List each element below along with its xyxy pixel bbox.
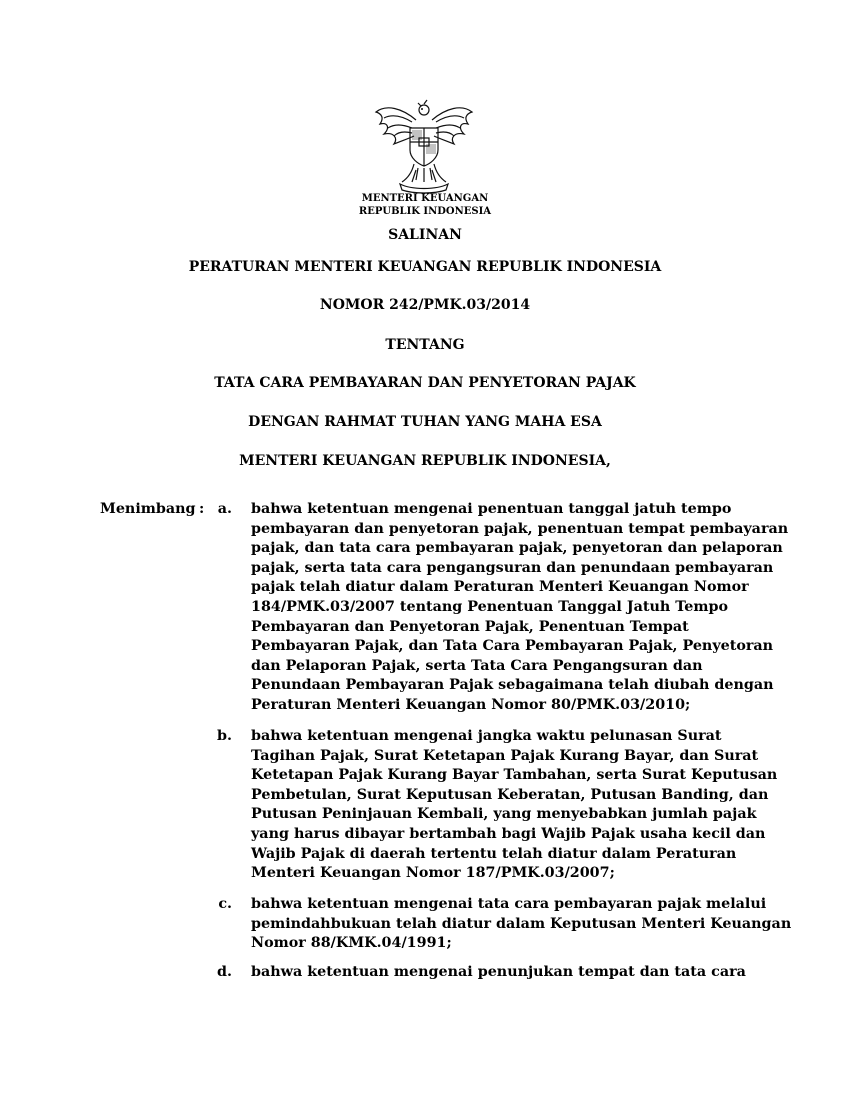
considering-item-a: bahwa ketentuan mengenai penentuan tanggal jatuh tempo pembayaran dan penyetoran pajak, penentuan tempat pembayaran pajak, dan tata cara pembayaran pajak, penyetoran dan pelaporan pajak, serta tata cara pengangsuran dan penundaan pembayaran pajak telah diatur dalam Peraturan Menteri Keuangan Nomor 184/PMK.03/2007 tentang Penentuan Tanggal Jatuh Tempo Pembayaran dan Penyetoran Pajak, Penentuan Tempat Pembayaran Pajak, dan Tata Cara Pembayaran Pajak, Penyetoran dan Pelaporan Pajak, serta Tata Cara Pengangsuran dan Penundaan Pembayaran Pajak sebagaimana telah diubah dengan Peraturan Menteri Keuangan Nomor 80/PMK.03/2010; <box>251 501 789 713</box>
regulation-title: PERATURAN MENTERI KEUANGAN REPUBLIK INDONESIA <box>188 259 662 275</box>
considering-item-d: bahwa ketentuan mengenai penunjukan tempat dan tata cara <box>251 964 746 980</box>
considering-colon: : <box>199 501 205 517</box>
considering-item-c: bahwa ketentuan mengenai tata cara pembayaran pajak melalui pemindahbukuan telah diatur dalam Keputusan Menteri Keuangan Nomor 88/KMK.04/1991; <box>251 896 792 952</box>
regulation-subject: TATA CARA PEMBAYARAN DAN PENYETORAN PAJAK <box>214 375 636 391</box>
item-letter: a. <box>217 501 232 517</box>
issuer: MENTERI KEUANGAN REPUBLIK INDONESIA, <box>239 453 611 469</box>
regulation-number: NOMOR 242/PMK.03/2014 <box>319 297 531 313</box>
about-heading: TENTANG <box>385 337 465 353</box>
country-name: REPUBLIK INDONESIA <box>358 206 492 217</box>
considering-label: Menimbang <box>100 501 196 517</box>
ministry-name: MENTERI KEUANGAN <box>361 193 489 204</box>
garuda-emblem-icon <box>372 98 476 194</box>
copy-label: SALINAN <box>388 227 462 243</box>
invocation: DENGAN RAHMAT TUHAN YANG MAHA ESA <box>248 414 602 430</box>
item-letter: c. <box>218 896 232 912</box>
considering-item-b: bahwa ketentuan mengenai jangka waktu pelunasan Surat Tagihan Pajak, Surat Ketetapan Pajak Kurang Bayar, dan Surat Ketetapan Pajak Kurang Bayar Tambahan, serta Surat Keputusan Pembetulan, Surat Keputusan Keberatan, Putusan Banding, dan Putusan Peninjauan Kembali, yang menyebabkan jumlah pajak yang harus dibayar bertambah bagi Wajib Pajak usaha kecil dan Wajib Pajak di daerah tertentu telah diatur dalam Peraturan Menteri Keuangan Nomor 187/PMK.03/2007; <box>251 728 778 882</box>
item-letter: b. <box>217 728 232 744</box>
item-letter: d. <box>217 964 232 980</box>
